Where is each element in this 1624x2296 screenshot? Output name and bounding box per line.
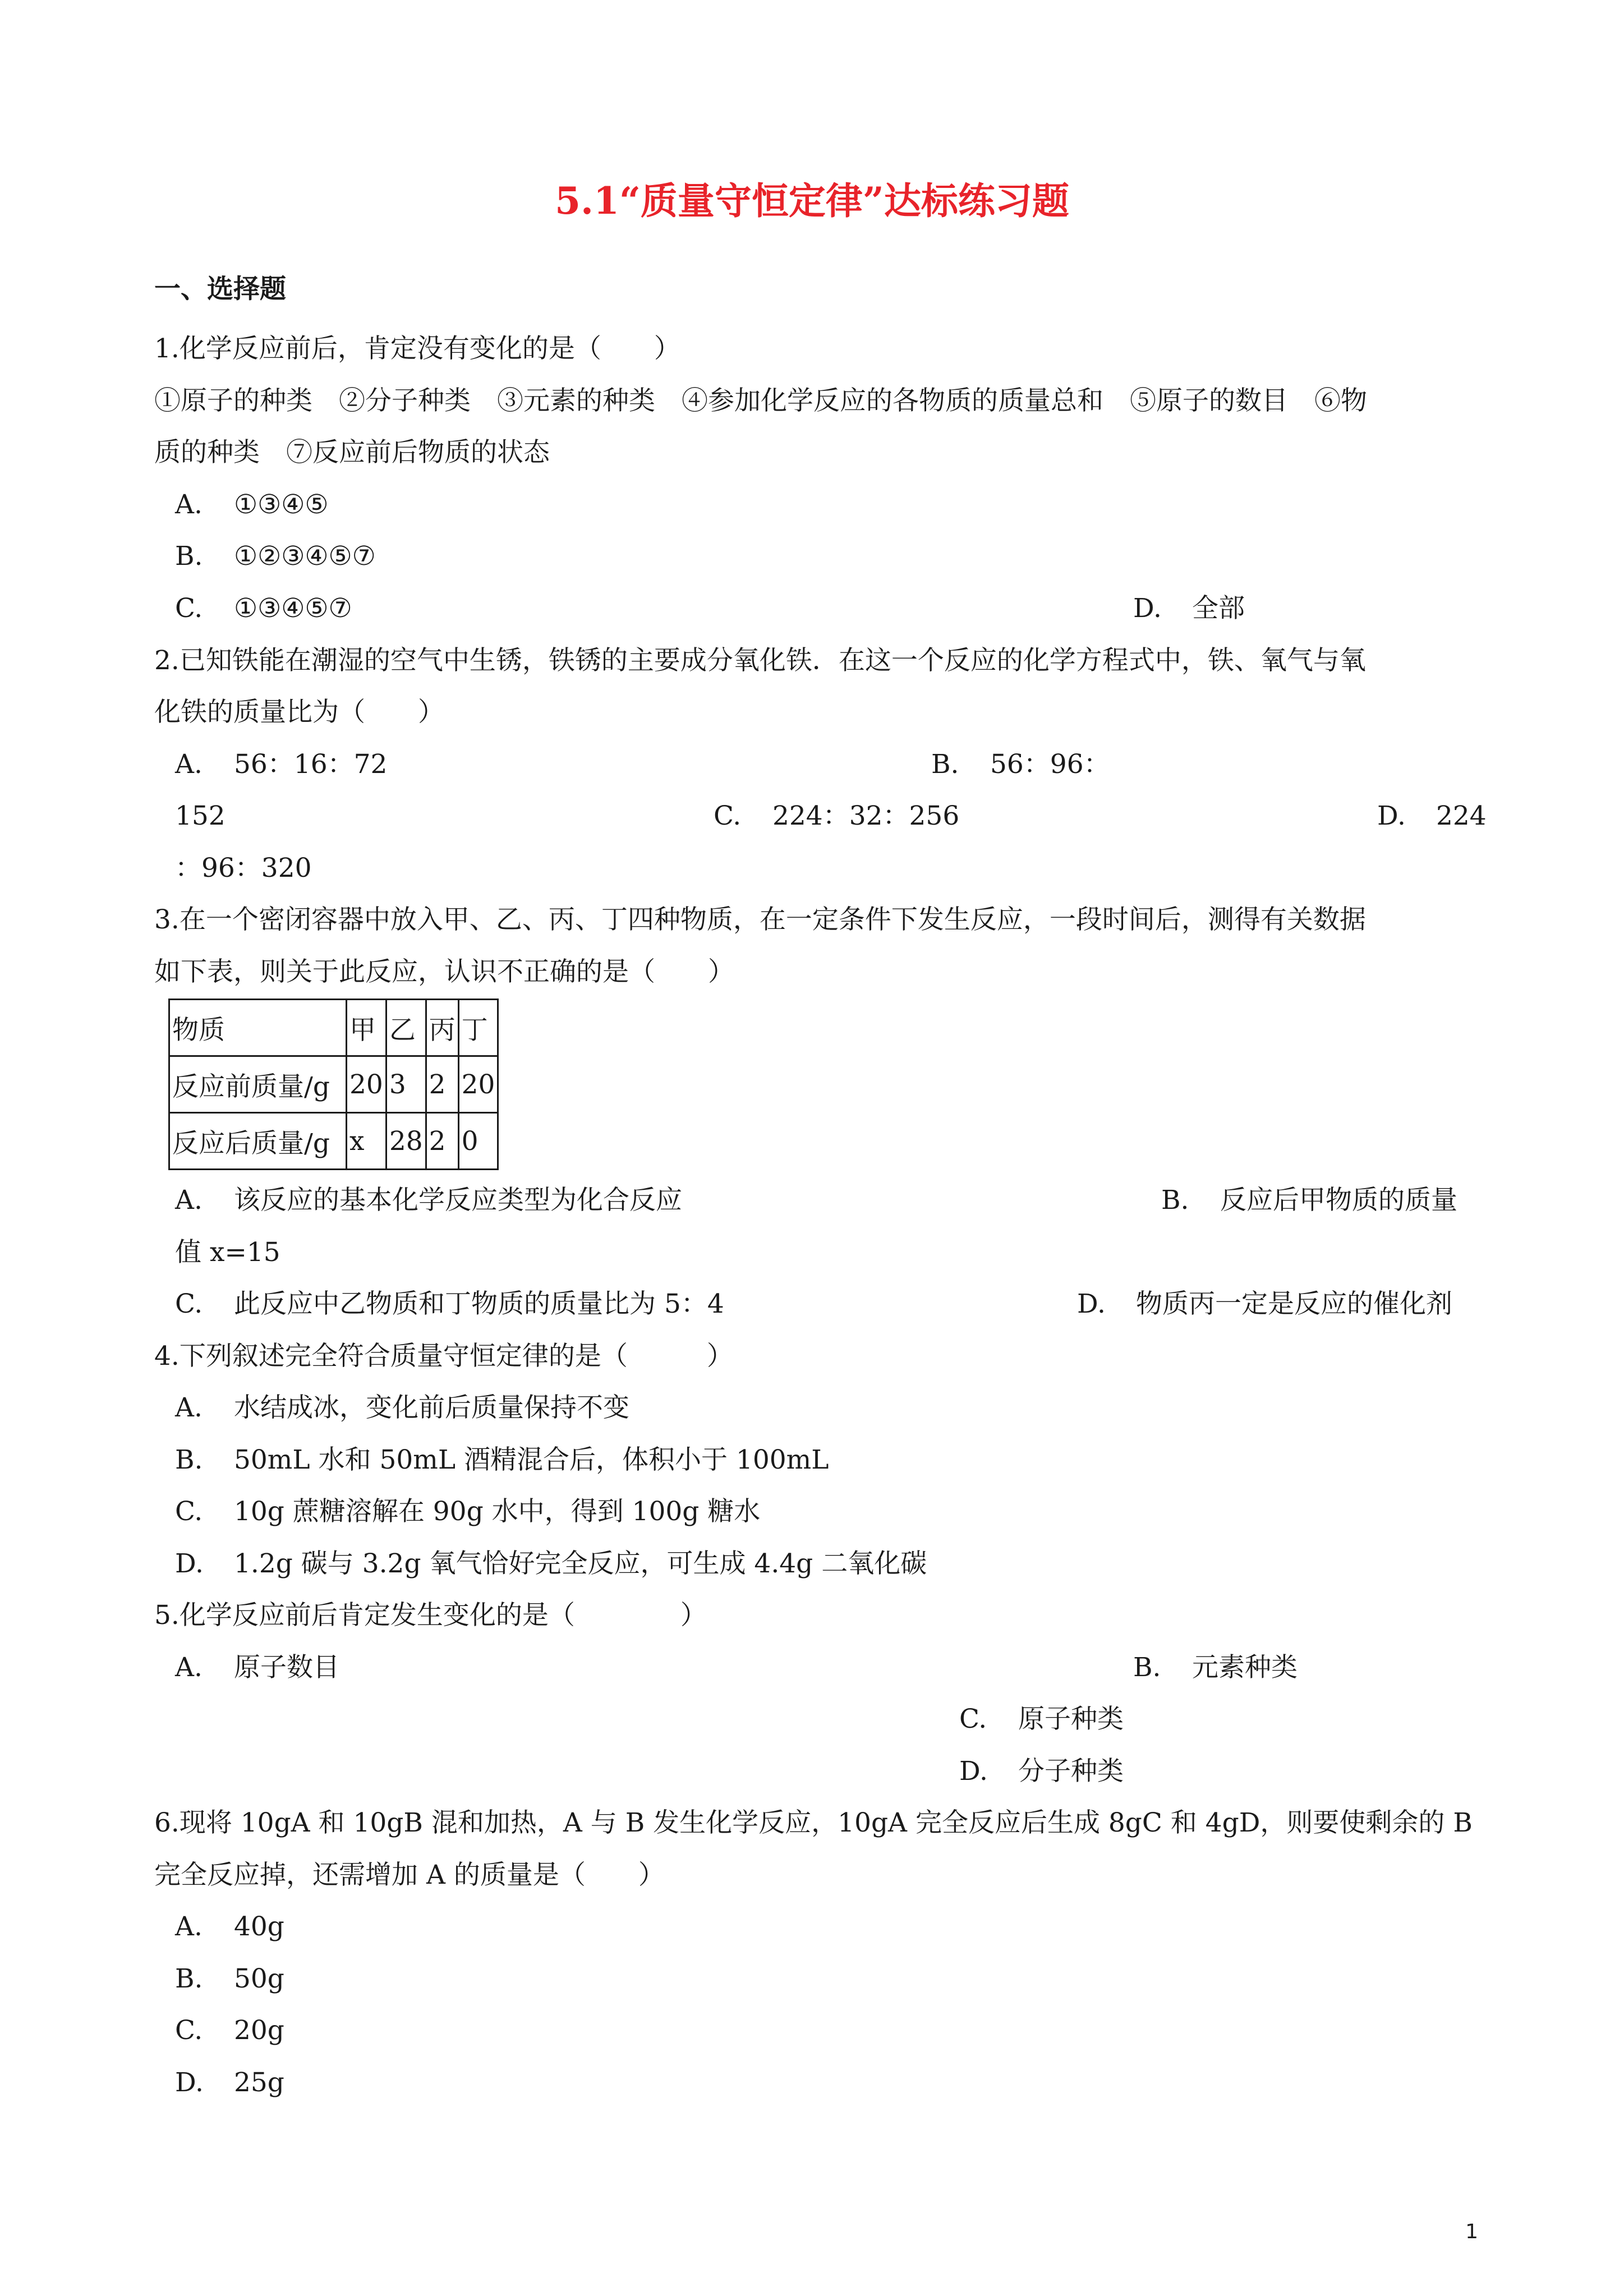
q4-option-c[interactable] bbox=[175, 1495, 760, 1529]
option-text: 224：32：256 bbox=[772, 800, 960, 831]
table-cell: 28 bbox=[386, 1113, 426, 1170]
option-letter: B. bbox=[175, 541, 203, 572]
option-letter: A. bbox=[175, 749, 203, 780]
table-header-cell: 乙 bbox=[386, 1000, 426, 1056]
option-letter: A. bbox=[175, 1392, 203, 1423]
q6-option-d[interactable] bbox=[175, 2066, 284, 2100]
table-cell: 2 bbox=[426, 1113, 458, 1170]
option-letter: C. bbox=[175, 593, 203, 624]
option-letter: D. bbox=[175, 2067, 204, 2098]
table-header-row bbox=[169, 1000, 498, 1056]
option-text: 此反应中乙物质和丁物质的质量比为 5：4 bbox=[234, 1289, 724, 1319]
option-letter: A. bbox=[175, 489, 203, 520]
q1-option-d[interactable] bbox=[1133, 592, 1245, 625]
q6-option-b[interactable] bbox=[175, 1962, 284, 1996]
option-text: 分子种类 bbox=[1018, 1756, 1124, 1787]
q5-option-b[interactable] bbox=[1133, 1651, 1298, 1685]
option-text: 原子数目 bbox=[234, 1652, 339, 1683]
q6-option-c[interactable] bbox=[175, 2014, 284, 2047]
table-row bbox=[169, 1056, 498, 1113]
table-cell: 0 bbox=[458, 1113, 498, 1170]
option-letter: C. bbox=[175, 2015, 203, 2046]
option-text: 50mL 水和 50mL 酒精混合后，体积小于 100mL bbox=[234, 1444, 829, 1475]
q5-option-a[interactable] bbox=[175, 1651, 339, 1685]
option-letter: C. bbox=[175, 1496, 203, 1527]
q2-option-b-continued: 152 bbox=[175, 800, 226, 831]
q3-option-b-continued: 值 x=15 bbox=[175, 1237, 280, 1268]
option-text: 反应后甲物质的质量 bbox=[1220, 1185, 1457, 1216]
option-letter: B. bbox=[1133, 1652, 1161, 1683]
q6-option-a[interactable] bbox=[175, 1910, 284, 1944]
table-cell: 反应后质量/g bbox=[169, 1113, 347, 1170]
option-letter: A. bbox=[175, 1185, 203, 1216]
option-text: ①③④⑤⑦ bbox=[234, 593, 352, 624]
q1-stem: 1.化学反应前后，肯定没有变化的是（ ） bbox=[154, 333, 680, 364]
q2-stem-line2: 化铁的质量比为（ ） bbox=[154, 697, 444, 728]
q4-option-b[interactable] bbox=[175, 1443, 829, 1477]
q2-option-b[interactable] bbox=[931, 748, 1110, 781]
option-text: 10g 蔗糖溶解在 90g 水中，得到 100g 糖水 bbox=[234, 1496, 761, 1527]
option-text: 56：16：72 bbox=[234, 749, 388, 780]
option-letter: B. bbox=[175, 1963, 203, 1994]
q5-stem: 5.化学反应前后肯定发生变化的是（ ） bbox=[154, 1600, 707, 1631]
q3-option-c[interactable] bbox=[175, 1287, 724, 1321]
option-letter: B. bbox=[931, 749, 959, 780]
option-letter: A. bbox=[175, 1652, 203, 1683]
q1-option-c[interactable] bbox=[175, 592, 352, 625]
q1-option-b[interactable] bbox=[175, 540, 376, 573]
option-text: 25g bbox=[234, 2067, 284, 2098]
option-letter: B. bbox=[1161, 1185, 1189, 1216]
q6-stem-line2: 完全反应掉，还需增加 A 的质量是（ ） bbox=[154, 1860, 665, 1890]
option-letter: C. bbox=[175, 1289, 203, 1319]
option-text: 56：96： bbox=[990, 749, 1110, 780]
q3-stem-line2: 如下表，则关于此反应，认识不正确的是（ ） bbox=[154, 956, 734, 987]
option-letter: D. bbox=[175, 1548, 204, 1579]
table-cell: 2 bbox=[426, 1056, 458, 1113]
option-text: 224 bbox=[1436, 800, 1487, 831]
q1-option-a[interactable] bbox=[175, 488, 329, 522]
table-row bbox=[169, 1113, 498, 1170]
page-number: 1 bbox=[1465, 2220, 1478, 2243]
option-text: 该反应的基本化学反应类型为化合反应 bbox=[234, 1185, 682, 1216]
table-cell: 3 bbox=[386, 1056, 426, 1113]
q2-option-d-continued: ：96：320 bbox=[175, 853, 312, 884]
table-header-cell: 丙 bbox=[426, 1000, 458, 1056]
q3-option-d[interactable] bbox=[1077, 1287, 1452, 1321]
table-cell: 20 bbox=[458, 1056, 498, 1113]
option-text: 50g bbox=[234, 1963, 284, 1994]
q6-stem-line1: 6.现将 10gA 和 10gB 混和加热，A 与 B 发生化学反应，10gA 完全反应后生成 8gC 和 4gD，则要使剩余的 B bbox=[154, 1807, 1473, 1838]
table-cell: x bbox=[347, 1113, 387, 1170]
option-letter: D. bbox=[959, 1756, 988, 1787]
q4-option-d[interactable] bbox=[175, 1547, 927, 1581]
option-text: 原子种类 bbox=[1018, 1704, 1124, 1734]
q1-statements-line1: ①原子的种类 ②分子种类 ③元素的种类 ④参加化学反应的各物质的质量总和 ⑤原子的数目 ⑥物 bbox=[154, 385, 1367, 416]
option-text: ①③④⑤ bbox=[234, 489, 329, 520]
option-text: 元素种类 bbox=[1192, 1652, 1298, 1683]
option-letter: D. bbox=[1377, 800, 1406, 831]
option-text: 20g bbox=[234, 2015, 284, 2046]
option-letter: A. bbox=[175, 1911, 203, 1942]
q5-option-c[interactable] bbox=[959, 1703, 1124, 1736]
option-letter: C. bbox=[959, 1704, 987, 1734]
table-header-cell: 丁 bbox=[458, 1000, 498, 1056]
q1-statements-line2: 质的种类 ⑦反应前后物质的状态 bbox=[154, 437, 550, 468]
table-cell: 20 bbox=[347, 1056, 387, 1113]
q4-stem: 4.下列叙述完全符合质量守恒定律的是（ ） bbox=[154, 1341, 733, 1372]
option-text: 物质丙一定是反应的催化剂 bbox=[1136, 1289, 1452, 1319]
option-text: ①②③④⑤⑦ bbox=[234, 541, 376, 572]
q3-stem-line1: 3.在一个密闭容器中放入甲、乙、丙、丁四种物质，在一定条件下发生反应，一段时间后，测得有关数据 bbox=[154, 904, 1366, 935]
q3-option-b[interactable] bbox=[1161, 1184, 1457, 1217]
table-header-cell: 甲 bbox=[347, 1000, 387, 1056]
option-letter: B. bbox=[175, 1444, 203, 1475]
q2-option-c[interactable] bbox=[714, 799, 959, 833]
q2-stem-line1: 2.已知铁能在潮湿的空气中生锈，铁锈的主要成分氧化铁．在这一个反应的化学方程式中，铁、氧气与氧 bbox=[154, 645, 1366, 676]
option-letter: D. bbox=[1133, 593, 1162, 624]
option-text: 1.2g 碳与 3.2g 氧气恰好完全反应，可生成 4.4g 二氧化碳 bbox=[234, 1548, 927, 1579]
option-text: 水结成冰，变化前后质量保持不变 bbox=[234, 1392, 629, 1423]
q5-option-d[interactable] bbox=[959, 1755, 1124, 1788]
option-letter: C. bbox=[714, 800, 742, 831]
q4-option-a[interactable] bbox=[175, 1391, 629, 1425]
option-text: 全部 bbox=[1192, 593, 1245, 624]
option-text: 40g bbox=[234, 1911, 284, 1942]
data-table bbox=[168, 999, 499, 1170]
table-cell: 反应前质量/g bbox=[169, 1056, 347, 1113]
q2-option-d[interactable] bbox=[1377, 799, 1487, 833]
table-header-cell: 物质 bbox=[169, 1000, 347, 1056]
section-heading: 一、选择题 bbox=[154, 274, 286, 305]
option-letter: D. bbox=[1077, 1289, 1106, 1319]
document-title: 5.1“质量守恒定律”达标练习题 bbox=[555, 179, 1069, 223]
q2-option-a[interactable] bbox=[175, 748, 387, 781]
q3-option-a[interactable] bbox=[175, 1184, 682, 1217]
